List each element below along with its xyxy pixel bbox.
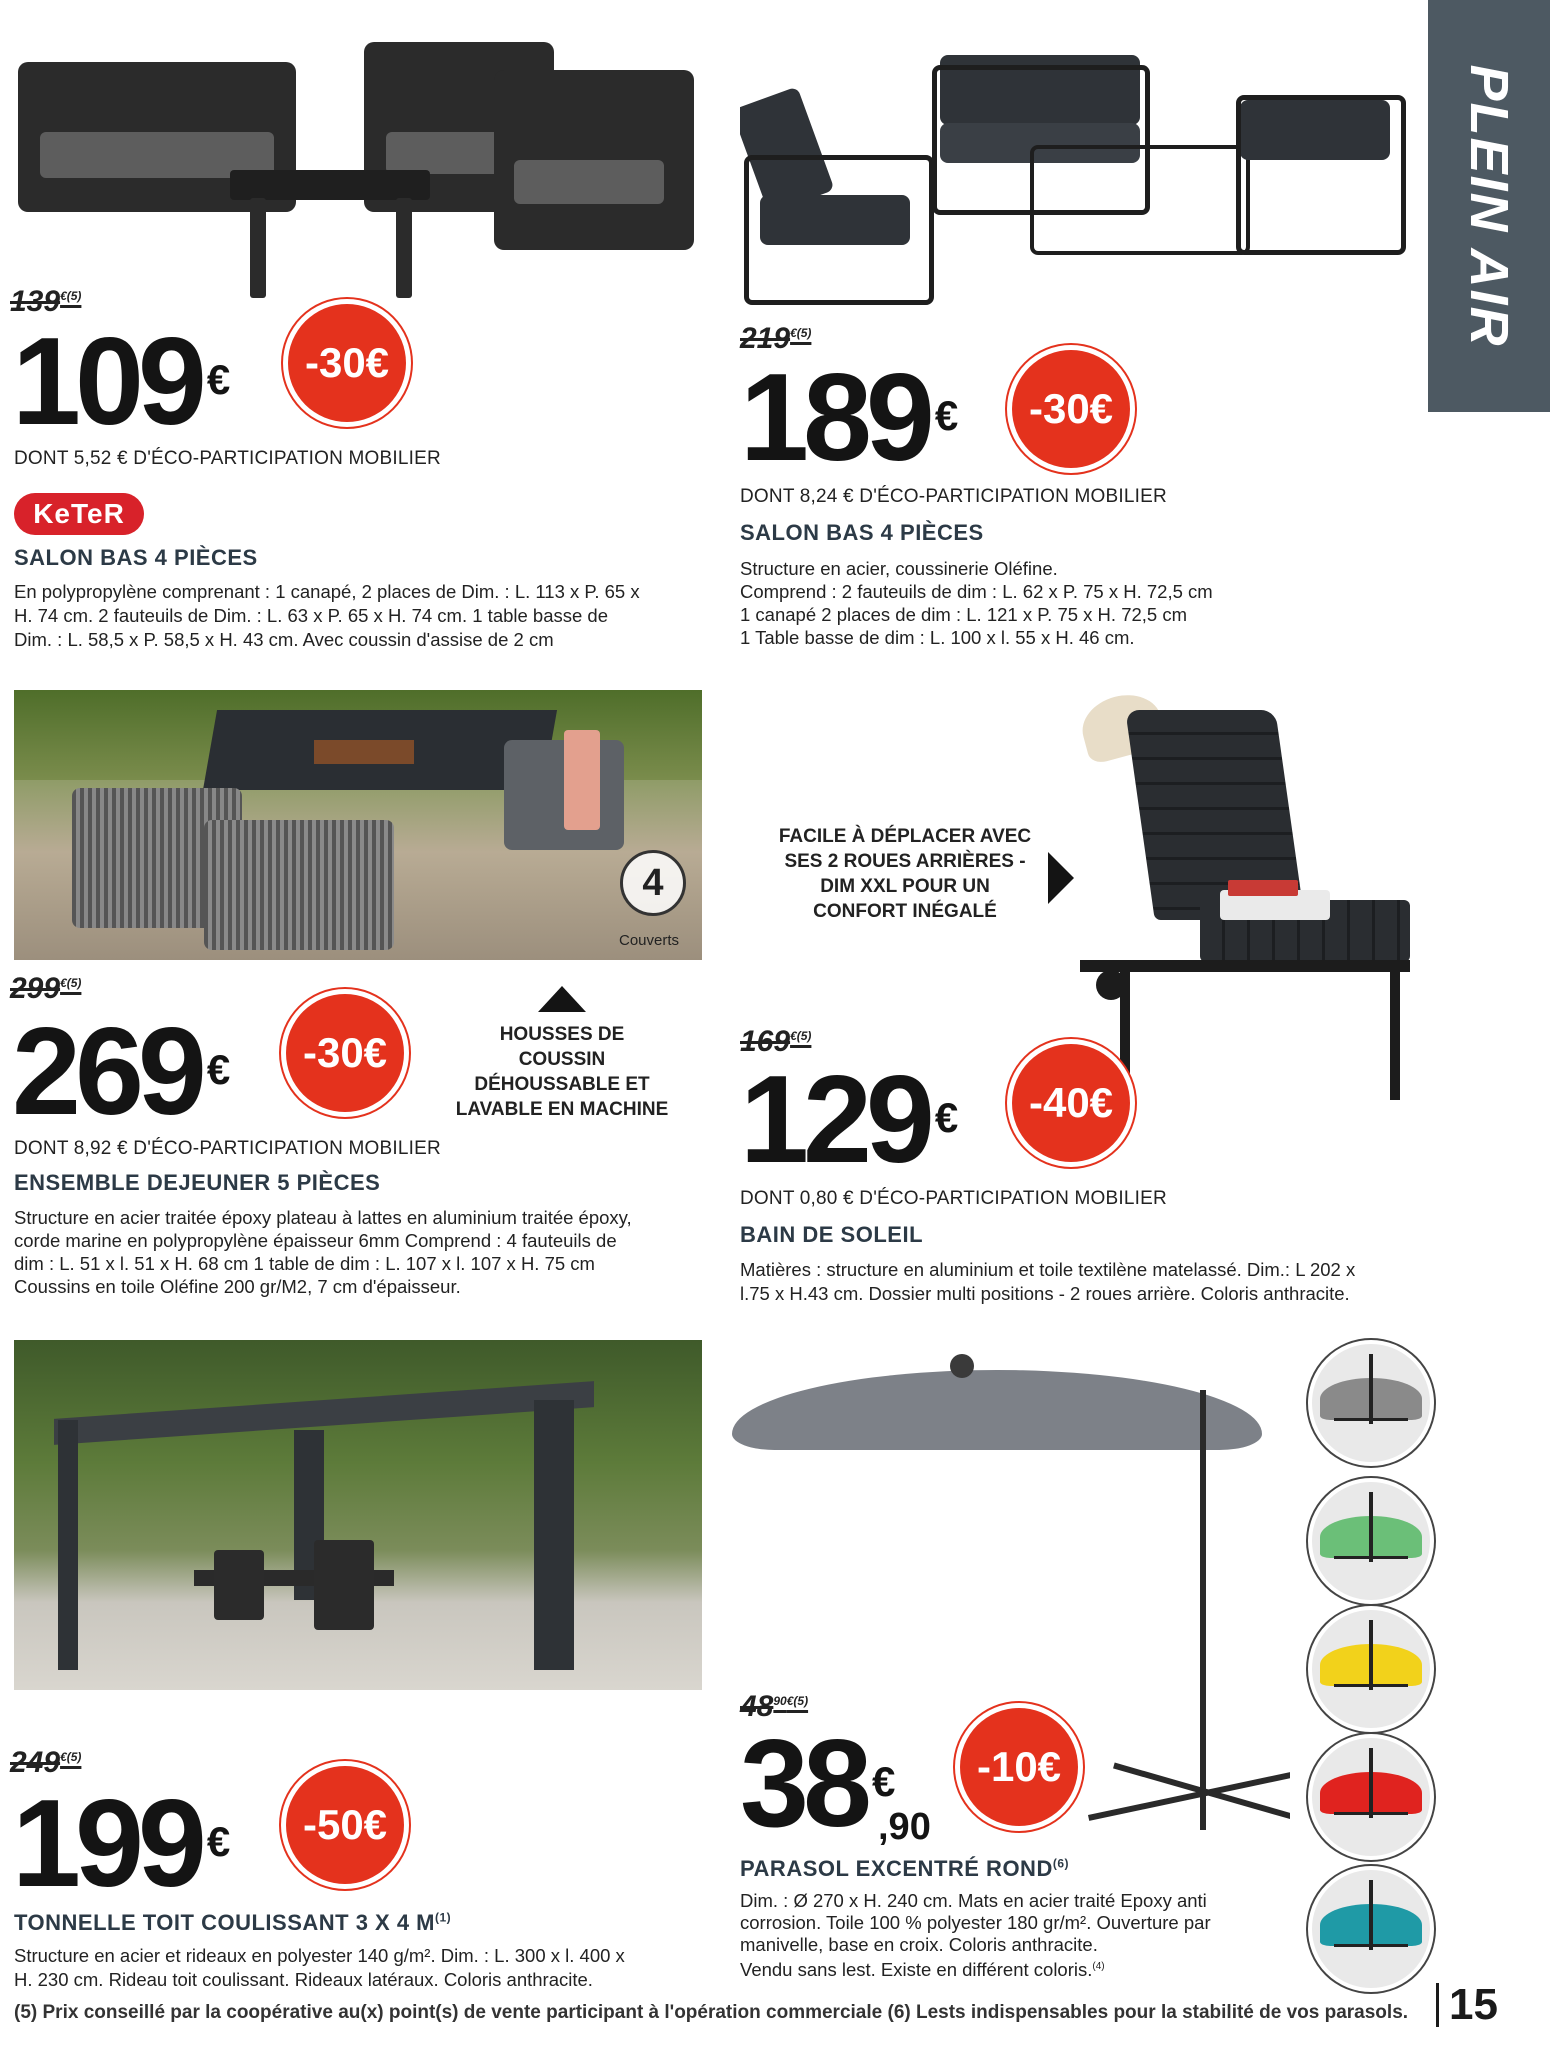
product-title: TONNELLE TOIT COULISSANT 3 X 4 $M^{(1)}$ (14, 1910, 452, 1935)
color-swatch-red[interactable] (1308, 1734, 1434, 1860)
discount-badge: -40€ (1012, 1044, 1130, 1162)
color-swatch-green[interactable] (1308, 1478, 1434, 1604)
old-price: $169^{€(5)}$ (740, 1025, 812, 1058)
eco-participation: DONT 8,92 € D'ÉCO-PARTICIPATION MOBILIER (14, 1138, 441, 1159)
couverts-number: 4 (620, 850, 686, 916)
product-description: En polypropylène comprenant : 1 canapé, 2 places de Dim. : L. 113 x P. 65 x H. 74 cm. 2 fauteuils de Dim. : L. 63 x P. 65 x H. 74 cm. 1 table basse de Dim. : L. 58,5 x P. 58,5 x H. 43 cm. Avec coussin d'assise de 2 cm (14, 581, 640, 650)
product-photo-keter-salon (14, 40, 694, 300)
discount-badge: -30€ (1012, 350, 1130, 468)
discount-badge: -50€ (286, 1766, 404, 1884)
product-title: BAIN DE SOLEIL (740, 1222, 924, 1247)
discount-badge: -30€ (286, 994, 404, 1112)
old-price: $219^{€(5)}$ (740, 322, 812, 355)
old-price: $299^{€(5)}$ (10, 972, 82, 1005)
product-title: ENSEMBLE DEJEUNER 5 PIÈCES (14, 1170, 381, 1195)
product-description: Structure en acier, coussinerie Oléfine. Comprend : 2 fauteuils de dim : L. 62 x P. 75 x H. 72,5 cm 1 canapé 2 places de dim : L. 121 x P. 75 x H. 72,5 cm 1 Table basse de dim : L. 100 x l. 55 x H. 46 cm. (740, 558, 1213, 648)
product-description: Dim. : Ø 270 x H. 240 cm. Mats en acier traité Epoxy anti corrosion. Toile 100 % polyester 180 gr/m². Ouverture par manivelle, base en croix. Coloris anthracite. Vendu sans lest. Existe en différent coloris.$^{(4)}$ (740, 1890, 1211, 1981)
eco-participation: DONT 5,52 € D'ÉCO-PARTICIPATION MOBILIER (14, 448, 441, 469)
color-swatch-teal[interactable] (1308, 1866, 1434, 1992)
product-photo-bain-de-soleil (1080, 690, 1430, 1110)
product-photo-ensemble-dejeuner (14, 690, 702, 960)
eco-participation: DONT 8,24 € D'ÉCO-PARTICIPATION MOBILIER (740, 486, 1167, 507)
product-title: PARASOL EXCENTRÉ ROND$^{(6)}$ (740, 1856, 1069, 1881)
category-tab (1428, 0, 1550, 412)
product-photo-tonnelle (14, 1340, 702, 1690)
discount-badge: -10€ (960, 1708, 1078, 1826)
page-number: 15 (1436, 1983, 1498, 2027)
category-tab-label: PLEIN AIR (1459, 64, 1519, 348)
price-cents: ,90 (878, 1806, 931, 1848)
price: 109 € (12, 313, 231, 451)
arrow-up-icon (538, 986, 586, 1012)
discount-badge: -30€ (288, 304, 406, 422)
price: 38 € (740, 1715, 896, 1853)
product-description: Structure en acier traitée époxy plateau à lattes en aluminium traitée époxy, corde marine en polypropylène épaisseur 6mm Comprend : 4 fauteuils de dim : L. 51 x l. 51 x H. 68 cm 1 table de dim : L. 107 x l. 107 x H. 75 cm Coussins en toile Oléfine 200 gr/M2, 7 cm d'épaisseur. (14, 1207, 632, 1297)
price: 269 € (12, 1003, 231, 1141)
product-description: Matières : structure en aluminium et toile textilène matelassé. Dim.: L 202 x l.75 x H.43 cm. Dossier multi positions - 2 roues arrière. Coloris anthracite. (740, 1259, 1356, 1304)
color-swatch-grey[interactable] (1308, 1340, 1434, 1466)
brand-logo: KeTeR (14, 493, 144, 535)
product-description: Structure en acier et rideaux en polyester 140 g/m². Dim. : L. 300 x l. 400 x H. 230 cm. Rideau toit coulissant. Rideaux latéraux. Coloris anthracite. (14, 1945, 625, 1990)
sunlounger-callout: FACILE À DÉPLACER AVEC SES 2 ROUES ARRIÈRES - DIM XXL POUR UN CONFORT INÉGALÉ (778, 826, 1032, 922)
footnote: (5) Prix conseillé par la coopérative au(x) point(s) de vente participant à l'opération commerciale (6) Lests indispensables pour la stabilité de vos parasols. (14, 2002, 1409, 2023)
price: 129 € (740, 1051, 959, 1189)
price: 199 € (12, 1775, 231, 1913)
arrow-right-icon (1048, 852, 1074, 904)
color-swatch-yellow[interactable] (1308, 1606, 1434, 1732)
cushion-callout: HOUSSES DE COUSSIN DÉHOUSSABLE ET LAVABLE EN MACHINE (455, 1024, 669, 1120)
old-price: $249^{€(5)}$ (10, 1746, 82, 1779)
product-title: SALON BAS 4 PIÈCES (14, 545, 258, 570)
price: 189 € (740, 349, 959, 487)
old-price: $48^{90€(5)}$ (740, 1690, 809, 1723)
couverts-label: Couverts (619, 932, 680, 949)
eco-participation: DONT 0,80 € D'ÉCO-PARTICIPATION MOBILIER (740, 1188, 1167, 1209)
product-photo-metal-salon (740, 45, 1420, 315)
old-price: $139^{€(5)}$ (10, 285, 82, 318)
product-title: SALON BAS 4 PIÈCES (740, 520, 984, 545)
